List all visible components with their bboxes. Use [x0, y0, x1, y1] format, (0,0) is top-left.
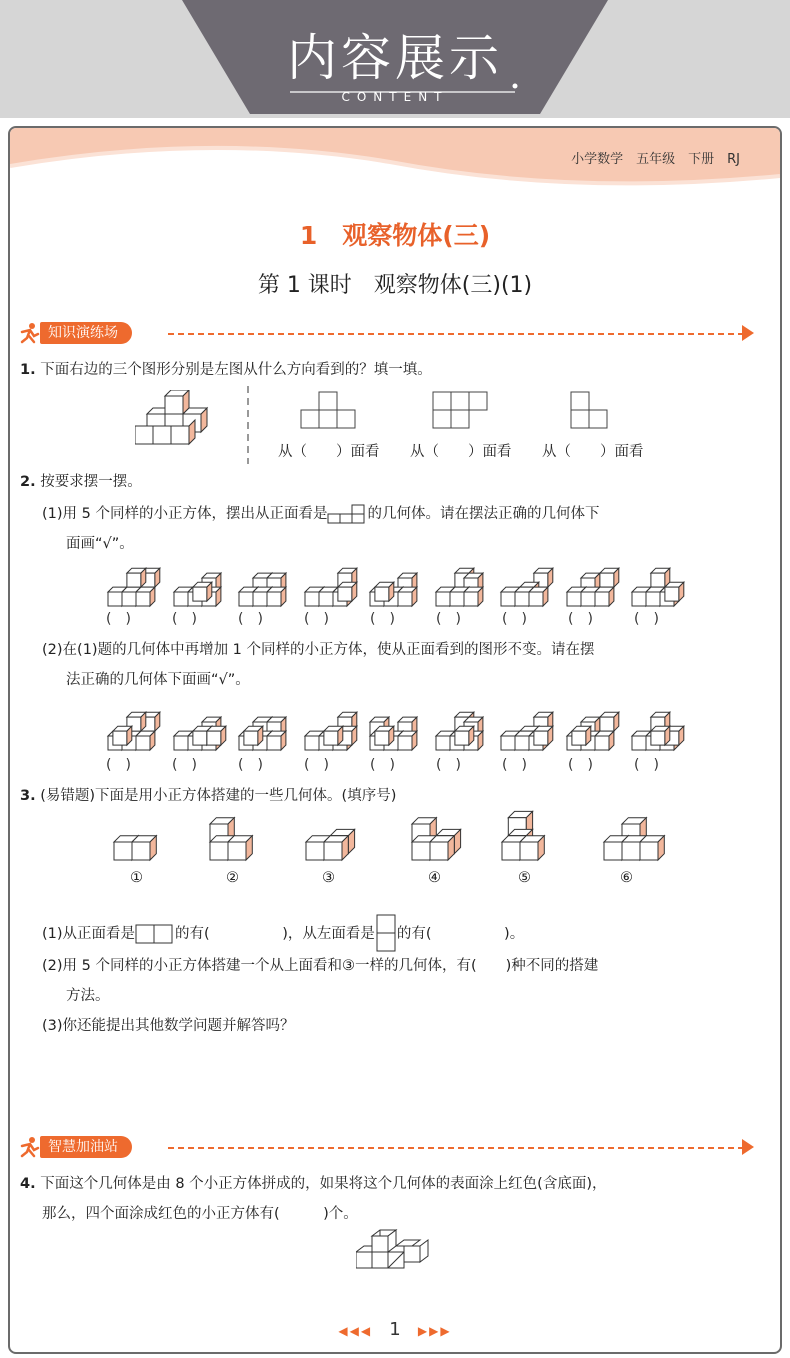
- q2-figure-a-7: [497, 552, 567, 608]
- q4-text-line2: 那么，四个面涂成红色的小正方体有( )个。: [42, 1206, 358, 1222]
- q3-figure-label-4: ④: [428, 870, 441, 886]
- prow2-answer-blank-6[interactable]: ( ): [436, 757, 461, 773]
- q1-blank-2[interactable]: 从（ ）面看: [410, 444, 512, 460]
- prow2-answer-blank-5[interactable]: ( ): [370, 757, 395, 773]
- prow1-answer-blank-1[interactable]: ( ): [106, 611, 131, 627]
- q3-figure-1: [110, 806, 180, 862]
- q3-figure-2: [206, 806, 276, 862]
- q3-figure-label-6: ⑥: [620, 870, 633, 886]
- page-number: ◀◀◀ 1 ▶▶▶: [338, 1319, 452, 1340]
- prow2-answer-blank-4[interactable]: ( ): [304, 757, 329, 773]
- q2-part1-line1: (1)用 5 个同样的小正方体，摆出从正面看是 的几何体。请在摆法正确的几何体下: [42, 506, 600, 522]
- prow1-answer-blank-3[interactable]: ( ): [238, 611, 263, 627]
- divider-dashed: [246, 386, 250, 464]
- q3-text: 3. (易错题)下面是用小正方体搭建的一些几何体。(填序号): [20, 788, 397, 804]
- dashed-line: [168, 1147, 744, 1149]
- dashed-line: [168, 333, 744, 335]
- q1-text: 1. 下面右边的三个图形分别是左图从什么方向看到的？填一填。: [20, 362, 432, 378]
- section-wisdom: [16, 1136, 756, 1160]
- lesson-title: 第 1 课时 观察物体(三)(1): [257, 273, 533, 298]
- arrow-icon: [742, 325, 754, 341]
- q2-part2-line2: 法正确的几何体下面画“√”。: [66, 672, 250, 688]
- q2-figure-b-7: [497, 696, 567, 752]
- q2-figure-a-8: [563, 552, 633, 608]
- front-view-icon: [327, 504, 367, 524]
- q2-figure-b-3: [235, 696, 305, 752]
- prow1-answer-blank-9[interactable]: ( ): [634, 611, 659, 627]
- prow1-answer-blank-7[interactable]: ( ): [502, 611, 527, 627]
- q1-view-c: [570, 391, 614, 431]
- q2-answer-row1: [106, 608, 700, 628]
- prow1-answer-blank-6[interactable]: ( ): [436, 611, 461, 627]
- section-tag: 智慧加油站: [40, 1136, 132, 1158]
- q2-figure-b-5: [366, 696, 436, 752]
- prow2-answer-blank-7[interactable]: ( ): [502, 757, 527, 773]
- q1-view-a: [300, 391, 360, 431]
- page-next-decoration: ▶▶▶: [417, 1324, 452, 1338]
- q2-figure-b-8: [563, 696, 633, 752]
- q2-part1-line2: 面画“√”。: [66, 536, 134, 552]
- q2-figure-a-6: [432, 552, 502, 608]
- q2-answer-row2: [106, 754, 700, 774]
- q3-figure-label-5: ⑤: [518, 870, 531, 886]
- page-prev-decoration: ◀◀◀: [338, 1324, 373, 1338]
- q1-solid-figure: [135, 390, 215, 448]
- q3-figure-6: [600, 806, 670, 862]
- q3-figure-label-2: ②: [226, 870, 239, 886]
- prow2-answer-blank-9[interactable]: ( ): [634, 757, 659, 773]
- q2-figure-b-4: [301, 696, 371, 752]
- prow1-answer-blank-8[interactable]: ( ): [568, 611, 593, 627]
- header-subtitle: CONTENT: [341, 90, 449, 104]
- q1-blank-1[interactable]: 从（ ）面看: [278, 444, 380, 460]
- q3-figure-3: [302, 806, 372, 862]
- q2-figure-a-3: [235, 552, 305, 608]
- workbook-page: [8, 126, 782, 1354]
- front-two-squares-icon: [135, 923, 175, 945]
- left-two-squares-icon: [375, 914, 397, 954]
- prow2-answer-blank-2[interactable]: ( ): [172, 757, 197, 773]
- q3-figure-label-1: ①: [130, 870, 143, 886]
- q2-figure-b-9: [628, 696, 698, 752]
- q3-part2-line2: 方法。: [66, 988, 110, 1004]
- q2-part2-line1: (2)在(1)题的几何体中再增加 1 个同样的小正方体，使从正面看到的图形不变。请在摆: [42, 642, 595, 658]
- prow1-answer-blank-4[interactable]: ( ): [304, 611, 329, 627]
- chapter-title: 1 观察物体(三): [299, 221, 491, 250]
- q2-figure-a-5: [366, 552, 436, 608]
- q3-figure-5: [498, 806, 568, 862]
- q1-blank-3[interactable]: 从（ ）面看: [542, 444, 644, 460]
- runner-icon: [18, 1136, 40, 1158]
- q2-figure-b-1: [104, 696, 174, 752]
- arrow-icon: [742, 1139, 754, 1155]
- q2-figure-b-6: [432, 696, 502, 752]
- q1-view-b: [432, 391, 496, 431]
- q2-text: 2. 按要求摆一摆。: [20, 474, 142, 490]
- prow2-answer-blank-3[interactable]: ( ): [238, 757, 263, 773]
- q3-part2-line1: (2)用 5 个同样的小正方体搭建一个从上面看和③一样的几何体，有( )种不同的搭建: [42, 958, 599, 974]
- runner-icon: [18, 322, 40, 344]
- q4-solid-figure: [356, 1228, 432, 1278]
- section-tag: 知识演练场: [40, 322, 132, 344]
- q3-figure-label-3: ③: [322, 870, 335, 886]
- q4-text-line1: 4. 下面这个几何体是由 8 个小正方体拼成的，如果将这个几何体的表面涂上红色(含底面)，: [20, 1176, 607, 1192]
- q2-figure-a-4: [301, 552, 371, 608]
- q3-part3: (3)你还能提出其他数学问题并解答吗？: [42, 1018, 295, 1034]
- q2-figure-a-1: [104, 552, 174, 608]
- q2-figure-b-2: [170, 696, 240, 752]
- prow2-answer-blank-8[interactable]: ( ): [568, 757, 593, 773]
- book-info: 小学数学 五年级 下册 RJ: [571, 152, 740, 167]
- section-practice: [16, 322, 756, 346]
- q2-figure-a-2: [170, 552, 240, 608]
- prow2-answer-blank-1[interactable]: ( ): [106, 757, 131, 773]
- prow1-answer-blank-5[interactable]: ( ): [370, 611, 395, 627]
- q2-figure-a-9: [628, 552, 698, 608]
- content-header: [0, 0, 790, 118]
- q3-figure-4: [408, 806, 478, 862]
- header-title: 内容展示: [287, 29, 503, 87]
- q3-part1: (1)从正面看是 的有( )，从左面看是 的有( )。: [42, 914, 524, 954]
- prow1-answer-blank-2[interactable]: ( ): [172, 611, 197, 627]
